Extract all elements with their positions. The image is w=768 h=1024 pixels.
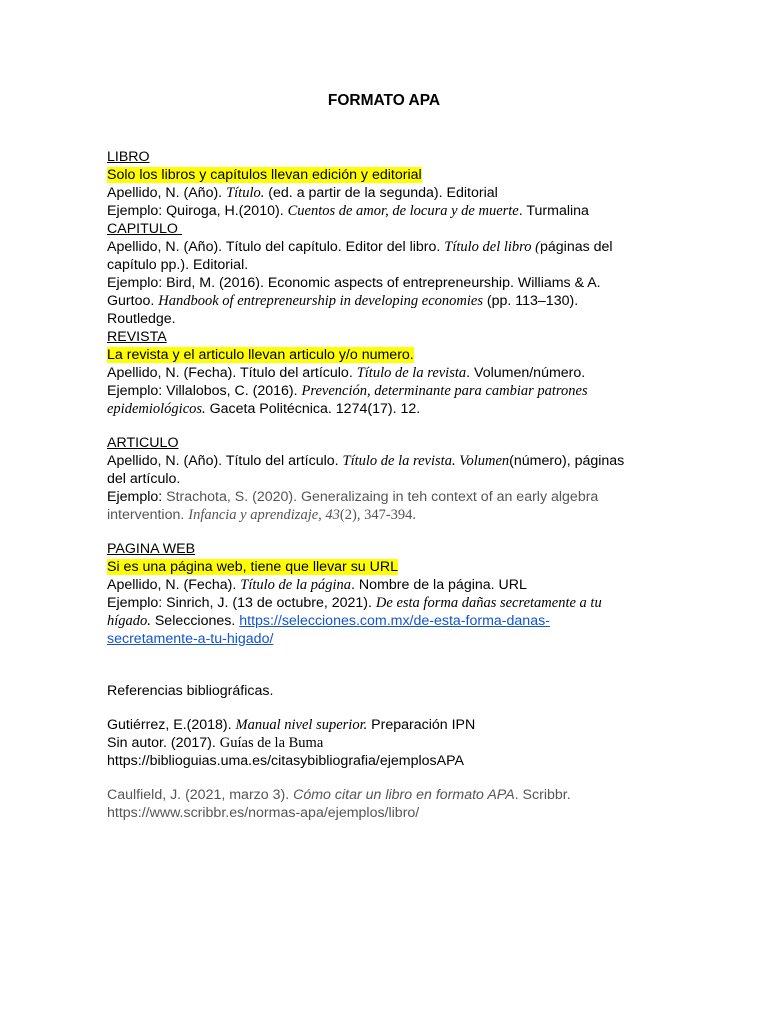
format-line-web: Apellido, N. (Fecha). Título de la página. Nombre de la página. URL (107, 577, 527, 593)
reference-caulfield-url: https://www.scribbr.es/normas-apa/ejemplos/libro/ (107, 805, 420, 821)
reference-caulfield: Caulfield, J. (2021, marzo 3). Cómo citar un libro en formato APA. Scribbr. (107, 787, 571, 803)
example-line-articulo: Ejemplo: Strachota, S. (2020). Generalizaing in teh context of an early algebra (107, 489, 599, 505)
reference-sin-autor: Sin autor. (2017). Guías de la Buma (107, 735, 324, 751)
example-line-revista-cont: epidemiológicos. Gaceta Politécnica. 1274(17). 12. (107, 401, 421, 417)
example-line-libro: Ejemplo: Quiroga, H.(2010). Cuentos de amor, de locura y de muerte. Turmalina (107, 203, 589, 219)
format-line-revista: Apellido, N. (Fecha). Título del artículo. Título de la revista. Volumen/número. (107, 365, 586, 381)
document-body (107, 148, 667, 822)
format-line-capitulo: Apellido, N. (Año). Título del capítulo. Editor del libro. Título del libro (páginas del (107, 239, 613, 255)
format-line-articulo: Apellido, N. (Año). Título del artículo. Título de la revista. Volumen(número), páginas (107, 453, 625, 469)
highlight-note-libro: Solo los libros y capítulos llevan edición y editorial (107, 167, 422, 183)
references-heading: Referencias bibliográficas. (107, 683, 274, 699)
format-line-articulo-cont: del artículo. (107, 471, 181, 487)
example-line-revista: Ejemplo: Villalobos, C. (2016). Prevención, determinante para cambiar patrones (107, 383, 588, 399)
format-line-libro: Apellido, N. (Año). Título. (ed. a partir de la segunda). Editorial (107, 185, 498, 201)
example-line-web-cont: hígado. Selecciones. https://selecciones.com.mx/de-esta-forma-danas- (107, 613, 550, 629)
highlight-note-revista: La revista y el articulo llevan articulo y/o numero. (107, 347, 414, 363)
example-line-capitulo-end: Routledge. (107, 311, 176, 327)
highlight-note-web: Si es una página web, tiene que llevar su URL (107, 559, 399, 575)
reference-gutierrez: Gutiérrez, E.(2018). Manual nivel superior. Preparación IPN (107, 717, 476, 733)
section-heading-articulo: ARTICULO (107, 435, 179, 451)
reference-sin-autor-url: https://biblioguias.uma.es/citasybibliografia/ejemplosAPA (107, 753, 464, 769)
section-heading-web: PAGINA WEB (107, 541, 196, 557)
section-heading-libro: LIBRO (107, 149, 150, 165)
page-title: FORMATO APA (327, 92, 441, 109)
example-line-capitulo-cont: Gurtoo. Handbook of entrepreneurship in developing economies (pp. 113–130). (107, 293, 579, 309)
example-line-web: Ejemplo: Sinrich, J. (13 de octubre, 2021). De esta forma dañas secretamente a tu (107, 595, 602, 611)
selecciones-link-cont[interactable]: secretamente-a-tu-higado/ (107, 631, 274, 647)
format-line-capitulo-cont: capítulo pp.). Editorial. (107, 257, 249, 273)
section-heading-revista: REVISTA (107, 329, 167, 345)
example-line-articulo-cont: intervention. Infancia y aprendizaje, 43(2), 347-394. (107, 507, 417, 523)
example-line-capitulo: Ejemplo: Bird, M. (2016). Economic aspects of entrepreneurship. Williams & A. (107, 275, 601, 291)
section-heading-capitulo: CAPITULO (107, 221, 182, 237)
selecciones-link[interactable]: https://selecciones.com.mx/de-esta-forma-danas- (239, 613, 550, 629)
